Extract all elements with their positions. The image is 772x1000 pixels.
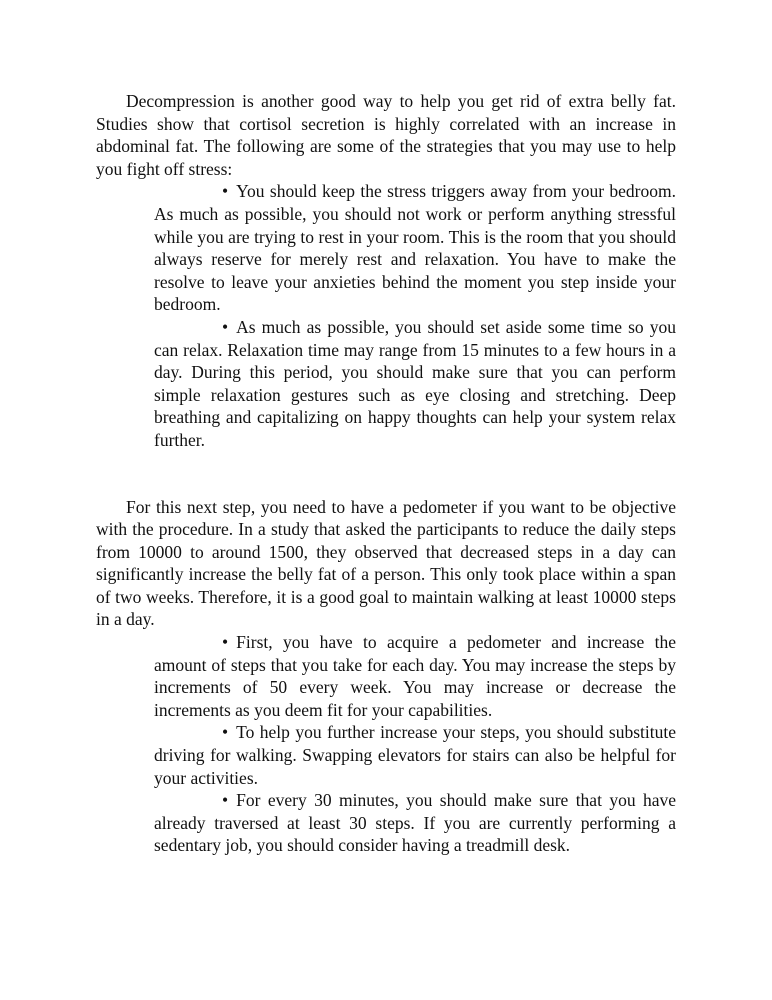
walking-steps-list [96, 631, 676, 857]
list-item-text: First, you have to acquire a pedometer and increase the amount of steps that you take for each day. You may increase the steps by increments of 50 every week. You may increase or decrease the increments as you deem fit for your capabilities. [154, 632, 676, 720]
list-item-text: For every 30 minutes, you should make sure that you have already traversed at least 30 steps. If you are currently performing a sedentary job, you should consider having a treadmill desk. [154, 790, 676, 856]
document-page [96, 90, 676, 857]
section-spacer [96, 452, 676, 496]
pedometer-intro-paragraph: For this next step, you need to have a pedometer if you want to be objective with the procedure. In a study that asked the participants to reduce the daily steps from 10000 to around 1500, they observed that decreased steps in a day can significantly increase the belly fat of a person. This only took place within a span of two weeks. Therefore, it is a good goal to maintain walking at least 10000 steps in a day. [96, 496, 676, 630]
list-item [154, 789, 676, 857]
list-item [154, 631, 676, 721]
bullet-icon: • [222, 181, 229, 202]
list-item [154, 721, 676, 789]
stress-strategies-list [96, 180, 676, 451]
list-item-text: As much as possible, you should set aside some time so you can relax. Relaxation time may range from 15 minutes to a few hours in a day. During this period, you should make sure that you can perform simple relaxation gestures such as eye closing and stretching. Deep breathing and capitalizing on happy thoughts can help your system relax further. [154, 316, 676, 450]
list-item [154, 180, 676, 316]
bullet-icon: • [222, 722, 229, 743]
bullet-icon: • [222, 790, 229, 811]
list-item-text: To help you further increase your steps, you should substitute driving for walking. Swapping elevators for stairs can also be helpful for your activities. [154, 722, 676, 788]
list-item-text: You should keep the stress triggers away from your bedroom. As much as possible, you should not work or perform anything stressful while you are trying to rest in your room. This is the room that you should always reserve for merely rest and relaxation. You have to make the resolve to leave your anxieties behind the moment you step inside your bedroom. [154, 181, 676, 315]
bullet-icon: • [222, 632, 229, 653]
bullet-icon: • [222, 316, 229, 337]
list-item [154, 316, 676, 452]
stress-intro-paragraph: Decompression is another good way to help you get rid of extra belly fat. Studies show that cortisol secretion is highly correlated with an increase in abdominal fat. The following are some of the strategies that you may use to help you fight off stress: [96, 91, 676, 179]
